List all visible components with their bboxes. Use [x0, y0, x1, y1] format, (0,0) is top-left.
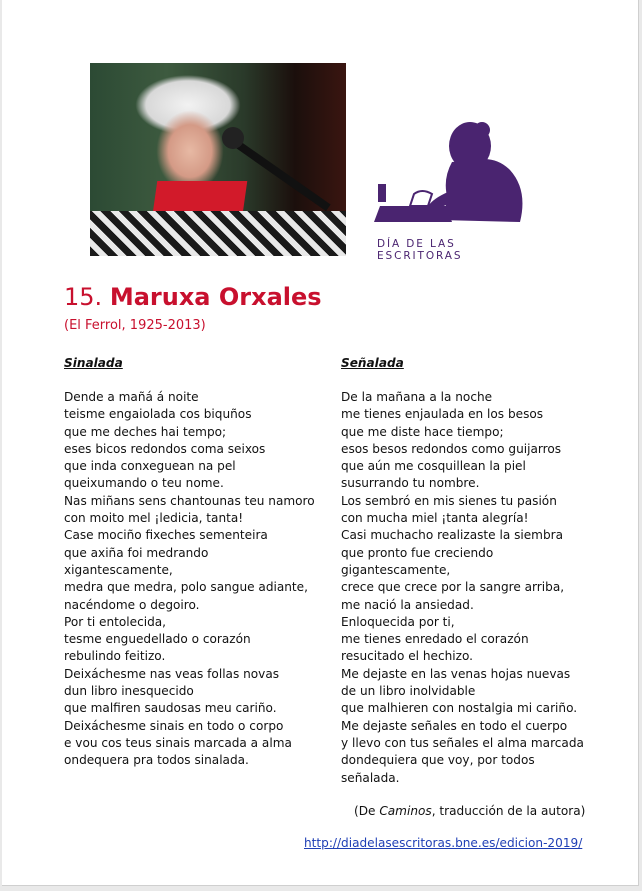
poem-line: crece que crece por la sangre arriba, [341, 580, 565, 595]
author-name: Maruxa Orxales [109, 283, 322, 311]
poem-line: Los sembró en mis sienes tu pasión [341, 493, 557, 508]
poem-line: que aún me cosquillean la piel [341, 459, 526, 474]
poem-line: que axiña foi medrando [64, 545, 209, 560]
poem-line: eses bicos redondos coma seixos [64, 441, 266, 456]
poem-line: teisme engaiolada cos biquños [64, 407, 252, 422]
poem-line: y llevo con tus señales el alma marcada [341, 735, 584, 750]
translation-credit [354, 804, 585, 818]
poem-line: que me diste hace tiempo; [341, 424, 504, 439]
poem-line: Casi muchacho realizaste la siembra [341, 528, 564, 543]
poem-line: medra que medra, polo sangue adiante, [64, 580, 308, 595]
poem-spanish [341, 355, 631, 787]
poem-line: me nació la ansiedad. [341, 597, 474, 612]
poem-line: dondequiera que voy, por todos [341, 753, 535, 768]
poem-line: Enloquecida por ti, [341, 614, 455, 629]
poem-line: Por ti entolecida, [64, 614, 167, 629]
poem-line: ondequera pra todos sinalada. [64, 753, 249, 768]
poem-line: que inda conxeguean na pel [64, 459, 236, 474]
poem-line: De la mañana a la noche [341, 390, 493, 404]
microphone [222, 127, 244, 149]
poem-line: Case mociño fixeches sementeira [64, 528, 268, 543]
credit-open: (De [354, 804, 380, 818]
poem-line: señalada. [341, 770, 400, 785]
poem-line: con mucha miel ¡tanta alegría! [341, 511, 529, 526]
author-photo [90, 63, 346, 256]
poem-line: Nas miñans sens chantounas teu namoro [64, 493, 315, 508]
poem-line: gigantescamente, [341, 562, 451, 577]
poem-line: susurrando tu nombre. [341, 476, 480, 491]
page-title [64, 283, 322, 311]
poem-line: que me deches hai tempo; [64, 424, 227, 439]
poem-line: e vou cos teus sinais marcada a alma [64, 735, 292, 750]
poem-line: me tienes enredado el corazón [341, 632, 529, 647]
author-birthplace-dates: (El Ferrol, 1925-2013) [64, 318, 206, 333]
document-page [2, 0, 639, 886]
poem-line: esos besos redondos como guijarros [341, 441, 562, 456]
poem-line: dun libro inesquecido [64, 684, 194, 699]
poem-line: tesme enguedellado o corazón [64, 632, 251, 647]
poem-galician-title: Sinalada [64, 356, 123, 370]
poem-line: xigantescamente, [64, 562, 173, 577]
poem-line: resucitado el hechizo. [341, 649, 473, 664]
poem-line: que malhieren con nostalgia mi cariño. [341, 701, 578, 716]
poem-line: Dende a mañá á noite [64, 390, 199, 404]
poem-line: con moito mel ¡ledicia, tanta! [64, 511, 244, 526]
poem-spanish-title: Señalada [341, 356, 404, 370]
poem-line: que malfiren saudosas meu cariño. [64, 701, 277, 716]
source-link[interactable]: http://diadelasescritoras.bne.es/edicion-2019/ [304, 836, 583, 850]
poem-line: Deixáchesme nas veas follas novas [64, 666, 280, 681]
poem-line: de un libro inolvidable [341, 684, 476, 699]
logo-text: DÍA DE LAS ESCRITORAS [377, 238, 463, 262]
poem-line: nacéndome o degoiro. [64, 597, 200, 612]
poem-line: rebulindo feitizo. [64, 649, 166, 664]
poem-line: me tienes enjaulada en los besos [341, 407, 544, 422]
patterned-jacket [90, 211, 346, 256]
credit-rest: , traducción de la autora) [431, 804, 586, 818]
poem-spanish-lines [341, 389, 631, 787]
title-number: 15. [64, 283, 103, 311]
poem-galician [64, 355, 354, 770]
poem-line: queixumando o teu nome. [64, 476, 224, 491]
credit-book-title: Caminos [379, 804, 432, 818]
poem-line: Me dejaste en las venas hojas nuevas [341, 666, 571, 681]
poem-galician-lines [64, 389, 354, 770]
poem-line: Me dejaste señales en todo el cuerpo [341, 718, 568, 733]
poem-line: Deixáchesme sinais en todo o corpo [64, 718, 284, 733]
poem-line: que pronto fue creciendo [341, 545, 494, 560]
